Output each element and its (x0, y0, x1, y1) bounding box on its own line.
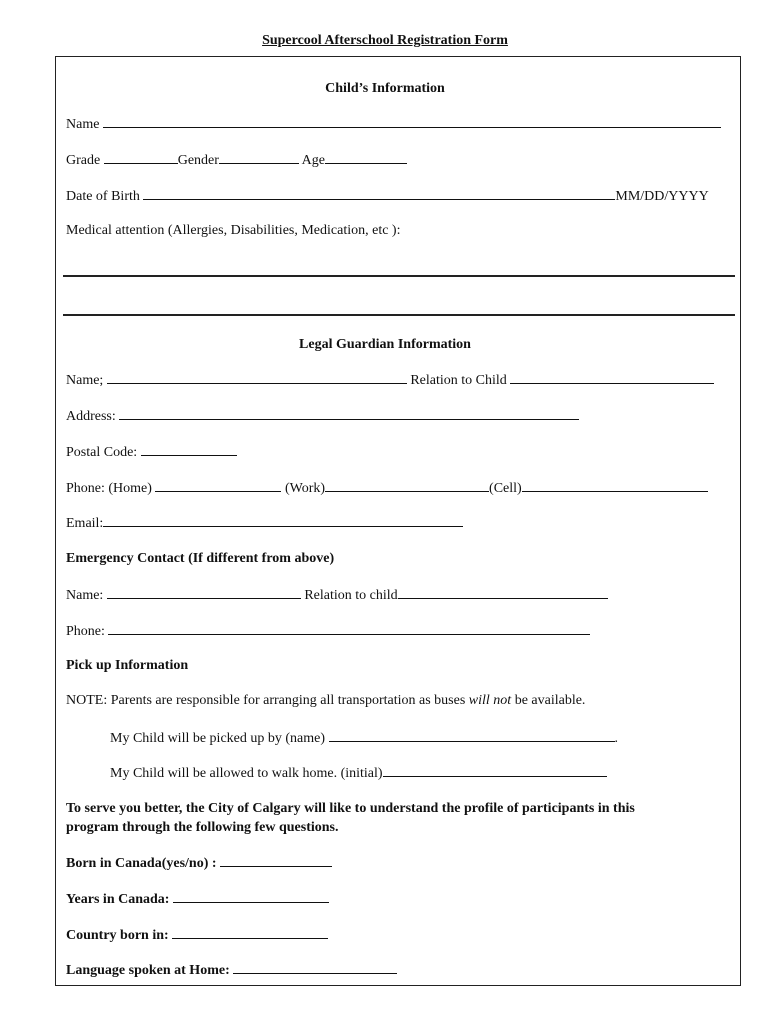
picked-up-field[interactable] (329, 729, 615, 742)
medical-line-2[interactable] (63, 314, 735, 316)
emergency-name-label: Name: (66, 588, 104, 603)
language-field[interactable] (233, 961, 397, 974)
address-field[interactable] (119, 407, 579, 420)
born-in-canada-row (66, 854, 332, 873)
emergency-relation-label: Relation to child (304, 588, 398, 603)
language-row (66, 961, 397, 980)
home-phone-field[interactable] (155, 479, 281, 492)
emergency-phone-row (66, 622, 590, 641)
years-in-canada-label: Years in Canada: (66, 892, 170, 907)
picked-up-label: My Child will be picked up by (name) (110, 731, 326, 746)
emergency-phone-label: Phone: (66, 624, 105, 639)
pickup-heading: Pick up Information (66, 658, 189, 673)
dob-format: MM/DD/YYYY (615, 189, 709, 204)
email-field[interactable] (103, 514, 463, 527)
dob-label: Date of Birth (66, 189, 140, 204)
cell-phone-label: (Cell) (489, 481, 522, 496)
medical-line-1[interactable] (63, 275, 735, 277)
child-name-row (66, 115, 721, 134)
postal-row (66, 443, 237, 462)
work-phone-field[interactable] (325, 479, 489, 492)
email-label: Email: (66, 516, 104, 531)
walk-home-row (110, 764, 607, 783)
survey-intro-line-2: program through the following few questions. (66, 820, 339, 835)
guardian-name-label: Name; (66, 373, 104, 388)
form-title: Supercool Afterschool Registration Form (262, 33, 508, 48)
dob-row (66, 187, 709, 206)
language-label: Language spoken at Home: (66, 963, 230, 978)
dob-field[interactable] (143, 187, 615, 200)
childs-information-heading: Child’s Information (325, 81, 445, 96)
phone-row (66, 479, 708, 498)
pickup-note-suffix: be available. (514, 693, 586, 708)
medical-label: Medical attention (Allergies, Disabilities, Medication, etc ): (66, 223, 401, 238)
address-row (66, 407, 579, 426)
emergency-phone-field[interactable] (108, 622, 590, 635)
email-row (66, 514, 463, 533)
postal-label: Postal Code: (66, 445, 138, 460)
walk-home-field[interactable] (383, 764, 607, 777)
years-in-canada-row (66, 890, 329, 909)
grade-label: Grade (66, 153, 101, 168)
emergency-relation-field[interactable] (398, 586, 608, 599)
country-born-label: Country born in: (66, 928, 169, 943)
gender-field[interactable] (219, 151, 299, 164)
born-in-canada-label: Born in Canada(yes/no) : (66, 856, 217, 871)
pickup-note-emphasis: will not (468, 693, 512, 708)
gender-label: Gender (177, 153, 219, 168)
guardian-name-field[interactable] (107, 371, 407, 384)
picked-up-row (110, 729, 618, 748)
emergency-name-row (66, 586, 608, 605)
work-phone-label: (Work) (284, 481, 326, 496)
guardian-relation-field[interactable] (510, 371, 714, 384)
child-name-label: Name (66, 117, 100, 132)
guardian-heading: Legal Guardian Information (299, 337, 471, 352)
country-born-field[interactable] (172, 926, 328, 939)
guardian-relation-label: Relation to Child (410, 373, 507, 388)
walk-home-label: My Child will be allowed to walk home. (initial) (110, 766, 383, 781)
years-in-canada-field[interactable] (173, 890, 329, 903)
emergency-heading: Emergency Contact (If different from above) (66, 551, 335, 566)
survey-intro-line-1: To serve you better, the City of Calgary will like to understand the profile of participants in this (66, 801, 635, 816)
home-phone-label: Phone: (Home) (66, 481, 152, 496)
postal-field[interactable] (141, 443, 237, 456)
address-label: Address: (66, 409, 116, 424)
child-name-field[interactable] (103, 115, 721, 128)
age-label: Age (301, 153, 325, 168)
age-field[interactable] (325, 151, 407, 164)
child-grade-row (66, 151, 407, 170)
cell-phone-field[interactable] (522, 479, 708, 492)
country-born-row (66, 926, 328, 945)
born-in-canada-field[interactable] (220, 854, 332, 867)
emergency-name-field[interactable] (107, 586, 301, 599)
grade-field[interactable] (104, 151, 178, 164)
picked-up-end: . (614, 731, 619, 746)
pickup-note (66, 692, 585, 710)
pickup-note-prefix: NOTE: Parents are responsible for arranging all transportation as buses (66, 693, 466, 708)
guardian-name-row (66, 371, 714, 390)
